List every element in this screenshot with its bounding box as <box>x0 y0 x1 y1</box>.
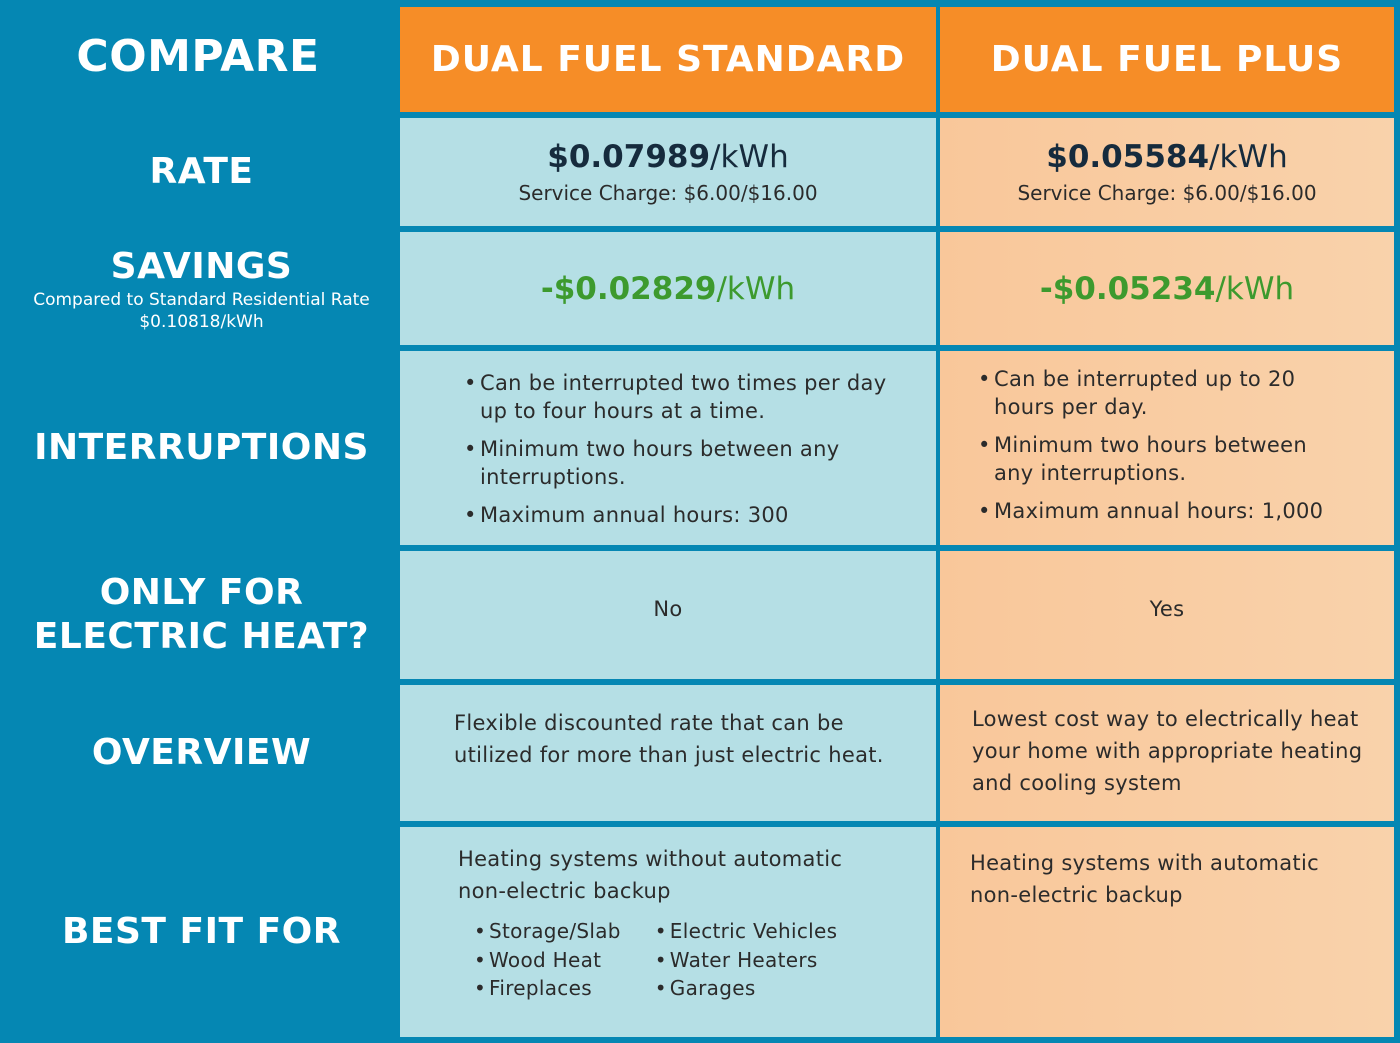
best-fit-list-b <box>655 917 838 1003</box>
electric-heat-plus-value: Yes <box>1149 597 1185 621</box>
standard-title: DUAL FUEL STANDARD <box>430 39 906 80</box>
overview-label: OVERVIEW <box>91 732 312 773</box>
list-item: • Fireplaces <box>474 974 621 1003</box>
standard-header <box>400 7 936 112</box>
savings-sub-label: Compared to Standard Residential Rate <box>33 289 370 310</box>
savings-standard-amount: -$0.02829 <box>540 270 717 307</box>
list-item: • Minimum two hours between any interruptions. <box>464 435 896 491</box>
electric-heat-label-line2: ELECTRIC HEAT? <box>33 616 370 657</box>
interruptions-standard-list <box>464 369 896 529</box>
best-fit-plus-text: Heating systems with automatic non-electric backup <box>970 851 1319 907</box>
list-item: • Maximum annual hours: 1,000 <box>978 497 1334 525</box>
best-fit-label-cell <box>7 827 396 1037</box>
electric-heat-standard-cell <box>400 551 936 679</box>
list-item: • Storage/Slab <box>474 917 621 946</box>
overview-plus-cell <box>940 685 1394 821</box>
overview-plus-text: Lowest cost way to electrically heat your home with appropriate heating and cooling system <box>972 707 1363 795</box>
rate-standard-amount: $0.07989 <box>547 139 711 175</box>
savings-plus-amount: -$0.05234 <box>1039 270 1216 307</box>
overview-label-cell <box>7 685 396 821</box>
rate-label: RATE <box>149 151 254 192</box>
savings-plus-unit: /kWh <box>1215 270 1295 307</box>
list-item: • Minimum two hours between any interruptions. <box>978 431 1334 487</box>
savings-standard-unit: /kWh <box>716 270 796 307</box>
savings-standard-value <box>541 271 795 307</box>
best-fit-label: BEST FIT FOR <box>61 911 342 952</box>
list-item: • Garages <box>655 974 838 1003</box>
plus-title: DUAL FUEL PLUS <box>990 39 1344 80</box>
interruptions-label-cell <box>7 351 396 545</box>
rate-standard-service: Service Charge: $6.00/$16.00 <box>518 181 818 205</box>
electric-heat-standard-value: No <box>653 597 683 621</box>
list-item: • Electric Vehicles <box>655 917 838 946</box>
rate-standard-unit: /kWh <box>710 139 789 175</box>
best-fit-standard-text: Heating systems without automatic non-electric backup <box>458 847 843 903</box>
savings-label: SAVINGS <box>110 245 293 287</box>
rate-plus-service: Service Charge: $6.00/$16.00 <box>1017 181 1317 205</box>
savings-standard-cell <box>400 232 936 345</box>
list-item: • Can be interrupted two times per day up to four hours at a time. <box>464 369 896 425</box>
plus-header <box>940 7 1394 112</box>
rate-plus-value <box>1046 139 1287 175</box>
rate-standard-cell <box>400 118 936 226</box>
electric-heat-label-cell <box>7 551 396 679</box>
list-item: • Can be interrupted up to 20 hours per day. <box>978 365 1334 421</box>
compare-title: COMPARE <box>76 30 320 82</box>
list-item: • Water Heaters <box>655 946 838 975</box>
interruptions-standard-cell <box>400 351 936 545</box>
best-fit-standard-lists <box>458 917 876 1003</box>
rate-label-cell <box>7 118 396 226</box>
rate-plus-cell <box>940 118 1394 226</box>
list-item: • Wood Heat <box>474 946 621 975</box>
list-item: • Maximum annual hours: 300 <box>464 501 896 529</box>
savings-plus-value <box>1040 271 1294 307</box>
best-fit-plus-cell <box>940 827 1394 1037</box>
savings-label-cell <box>7 232 396 345</box>
interruptions-plus-list <box>978 365 1334 525</box>
rate-plus-unit: /kWh <box>1209 139 1288 175</box>
overview-standard-text: Flexible discounted rate that can be utilized for more than just electric heat. <box>454 711 884 767</box>
rate-standard-value <box>547 139 788 175</box>
savings-base-rate: $0.10818/kWh <box>139 311 264 332</box>
interruptions-label: INTERRUPTIONS <box>34 427 369 468</box>
best-fit-standard-cell <box>400 827 936 1037</box>
rate-plus-amount: $0.05584 <box>1046 139 1210 175</box>
electric-heat-plus-cell <box>940 551 1394 679</box>
overview-standard-cell <box>400 685 936 821</box>
interruptions-plus-cell <box>940 351 1394 545</box>
compare-header <box>0 0 396 113</box>
electric-heat-label-line1: ONLY FOR <box>99 572 304 613</box>
savings-plus-cell <box>940 232 1394 345</box>
best-fit-list-a <box>474 917 621 1003</box>
